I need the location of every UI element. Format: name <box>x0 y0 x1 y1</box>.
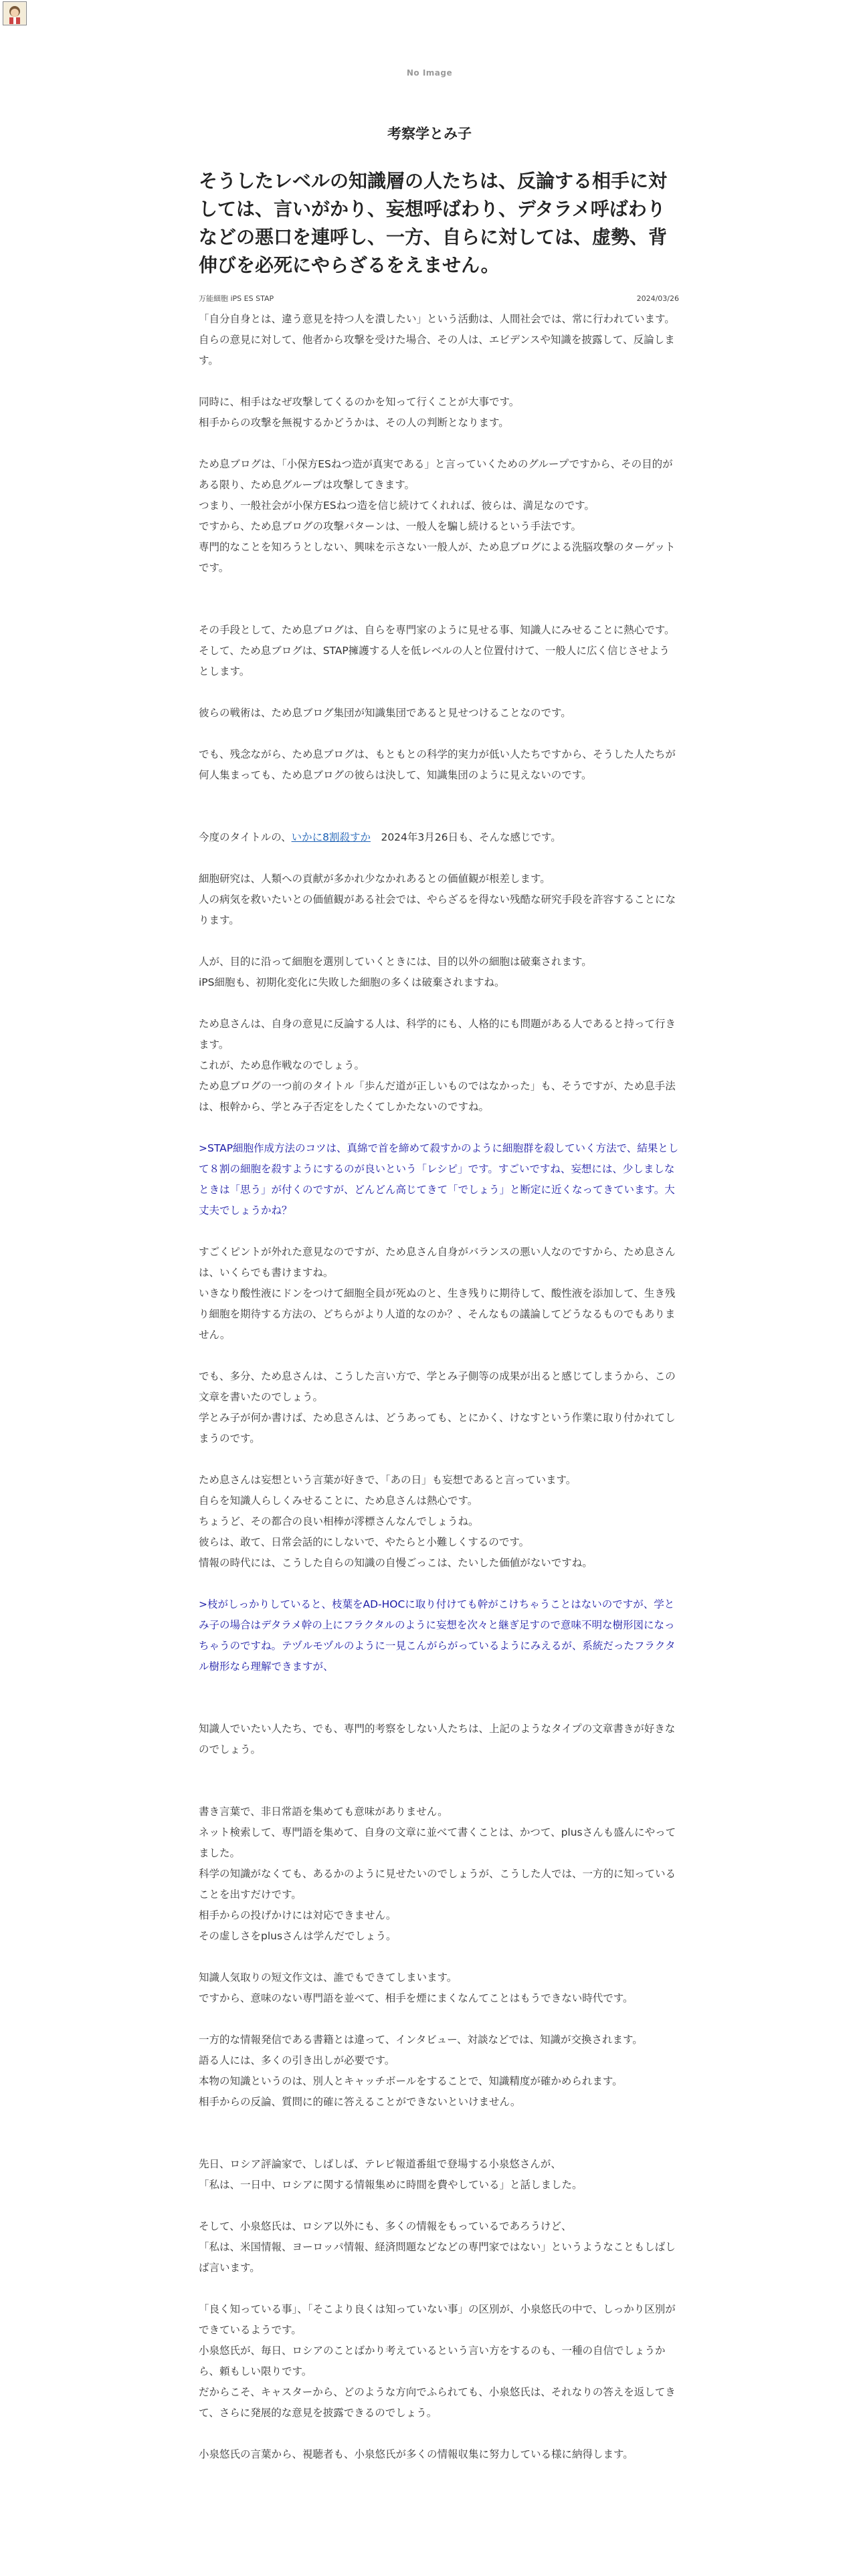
avatar[interactable] <box>3 1 27 25</box>
article-meta <box>199 293 679 305</box>
paragraph: 「自分自身とは、違う意見を持つ人を潰したい」という活動は、人間社会では、常に行われています。 自らの意見に対して、他者から攻撃を受けた場合、その人は、エビデンスや知識を披露して、反論します。 <box>199 313 675 366</box>
paragraph: その手段として、ため息ブログは、自らを専門家のように見せる事、知識人にみせることに熱心です。 そして、ため息ブログは、STAP擁護する人を低レベルの人と位置付けて、一般人に広く信じさせようとします。 <box>199 624 675 677</box>
paragraph: ため息ブログは、「小保方ESねつ造が真実である」と言っていくためのグループですから、その目的がある限り、ため息グループは攻撃してきます。 つまり、一般社会が小保方ESねつ造を信じ続けてくれれば、彼らは、満足なのです。 ですから、ため息ブログの攻撃パターンは、一般人を騙し続けるという手法です。 専門的なことを知ろうとしない、興味を示さない一般人が、ため息ブログによる洗脳攻撃のターゲットです。 <box>199 458 676 574</box>
paragraph: でも、残念ながら、ため息ブログは、もともとの科学的実力が低い人たちですから、そうした人たちが何人集まっても、ため息ブログの彼らは決して、知識集団のように見えないのです。 <box>199 748 676 781</box>
quote: >枝がしっかりしていると、枝葉をAD-HOCに取り付けても幹がこけちゃうことはないのですが、学とみ子の場合はデタラメ幹の上にフラクタルのように妄想を次々と継ぎ足すので意味不明な樹形図になっちゃうのですね。テヅルモヅルのように一見こんがらがっているようにみえるが、系統だったフラクタル樹形なら理解できますが、 <box>199 1598 676 1673</box>
paragraph: 書き言葉で、非日常語を集めても意味がありません。 ネット検索して、専門語を集めて、自身の文章に並べて書くことは、かつて、plusさんも盛んにやってました。 科学の知識がなくても、あるかのように見せたいのでしょうが、こうした人では、一方的に知っていることを出すだけです。 相手からの投げかけには対応できません。 その虚しさをplusさんは学んだでしょう。 <box>199 1806 676 1942</box>
paragraph: ため息さんは妄想という言葉が好きで、「あの日」も妄想であると言っています。 自らを知識人らしくみせることに、ため息さんは熱心です。 ちょうど、その都合の良い相棒が澪標さんなんでしょうね。 彼らは、敢て、日常会話的にしないで、やたらと小難しくするのです。 情報の時代には、こうした自らの知識の自慢ごっこは、たいした価値がないですね。 <box>199 1474 593 1569</box>
paragraph: 彼らの戦術は、ため息ブログ集団が知識集団であると見せつけることなのです。 <box>199 707 571 719</box>
article <box>199 167 679 2465</box>
paragraph: そして、小泉悠氏は、ロシア以外にも、多くの情報をもっているであろうけど、 「私は、米国情報、ヨーロッパ情報、経済問題などなどの専門家ではない」というようなこともしばしば言います。 <box>199 2220 676 2274</box>
blog-title[interactable]: 考察学とみ子 <box>387 126 472 142</box>
related-post-link[interactable]: いかに8割殺すか <box>291 831 371 843</box>
paragraph: 細胞研究は、人類への貢献が多かれ少なかれあるとの価値観が根差します。 人の病気を救いたいとの価値観がある社会では、やらざるを得ない残酷な研究手段を許容することになります。 <box>199 873 676 926</box>
paragraph: 知識人でいたい人たち、でも、専門的考察をしない人たちは、上記のようなタイプの文章書きが好きなのでしょう。 <box>199 1723 676 1755</box>
category-link[interactable]: 万能細胞 iPS ES STAP <box>199 294 274 303</box>
paragraph: 一方的な情報発信である書籍とは違って、インタビュー、対談などでは、知識が交換されます。 語る人には、多くの引き出しが必要です。 本物の知識というのは、別人とキャッチボールをすることで、知識精度が確かめられます。 相手からの反論、質問に的確に答えることができないといけません。 <box>199 2034 643 2108</box>
quote: >STAP細胞作成方法のコツは、真綿で首を締めて殺すかのように細胞群を殺していく方法で、結果として８割の細胞を殺すようにするのが良いという「レシピ」です。すごいですね、妄想には、少しましなときは「思う」が付くのですが、どんどん高じてきて「でしょう」と断定に近くなってきています。大丈夫でしょうかね？ <box>199 1142 679 1216</box>
paragraph: でも、多分、ため息さんは、こうした言い方で、学とみ子側等の成果が出ると感じてしまうから、この文章を書いたのでしょう。 学とみ子が何か書けば、ため息さんは、どうあっても、とにかく、けなすという作業に取り付かれてしまうのです。 <box>199 1370 676 1444</box>
avatar-icon <box>4 3 25 24</box>
paragraph: ため息さんは、自身の意見に反論する人は、科学的にも、人格的にも問題がある人であると持って行きます。 これが、ため息作戦なのでしょう。 ため息ブログの一つ前のタイトル「歩んだ道が正しいものではなかった」も、そうですが、ため息手法は、根幹から、学とみ子否定をしたくてしかたないのですね。 <box>199 1018 676 1113</box>
paragraph: 同時に、相手はなぜ攻撃してくるのかを知って行くことが大事です。 相手からの攻撃を無視するかどうかは、その人の判断となります。 <box>199 396 520 429</box>
article-body <box>199 309 679 2465</box>
paragraph: 先日、ロシア評論家で、しばしば、テレビ報道番組で登場する小泉悠さんが、 「私は、一日中、ロシアに関する情報集めに時間を費やしている」と話しました。 <box>199 2158 583 2191</box>
paragraph: すごくピントが外れた意見なのですが、ため息さん自身がバランスの悪い人なのですから、ため息さんは、いくらでも書けますね。 いきなり酸性液にドンをつけて細胞全員が死ぬのと、生き残りに期待して、酸性液を添加して、生き残り細胞を期待する方法の、どちらがより人道的なのか？、そんなもの議論してどうなるものでもありません。 <box>199 1246 676 1341</box>
header-image-placeholder: No Image <box>406 68 453 78</box>
paragraph: 今度のタイトルの、いかに8割殺すか 2024年3月26日も、そんな感じです。 <box>199 831 561 843</box>
paragraph: 「良く知っている事」、「そこより良くは知っていない事」の区別が、小泉悠氏の中で、しっかり区別ができているようです。 小泉悠氏が、毎日、ロシアのことばかり考えているという言い方をするのも、一種の自信でしょうから、頼もしい限りです。 だからこそ、キャスターから、どのような方向でふられても、小泉悠氏は、それなりの答えを返してきて、さらに発展的な意見を披露できるのでしょう。 <box>199 2303 676 2419</box>
paragraph: 知識人気取りの短文作文は、誰でもできてしまいます。 ですから、意味のない専門語を並べて、相手を煙にまくなんてことはもうできない時代です。 <box>199 1971 634 2004</box>
paragraph: 人が、目的に沿って細胞を選別していくときには、目的以外の細胞は破棄されます。 iPS細胞も、初期化変化に失敗した細胞の多くは破棄されますね。 <box>199 956 592 988</box>
post-date: 2024/03/26 <box>636 294 679 303</box>
article-title: そうしたレベルの知識層の人たちは、反論する相手に対しては、言いがかり、妄想呼ばわり、デタラメ呼ばわりなどの悪口を連呼し、一方、自らに対しては、虚勢、背伸びを必死にやらざるをえません。 <box>199 170 668 276</box>
paragraph: 小泉悠氏の言葉から、視聴者も、小泉悠氏が多くの情報収集に努力している様に納得します。 <box>199 2448 634 2460</box>
